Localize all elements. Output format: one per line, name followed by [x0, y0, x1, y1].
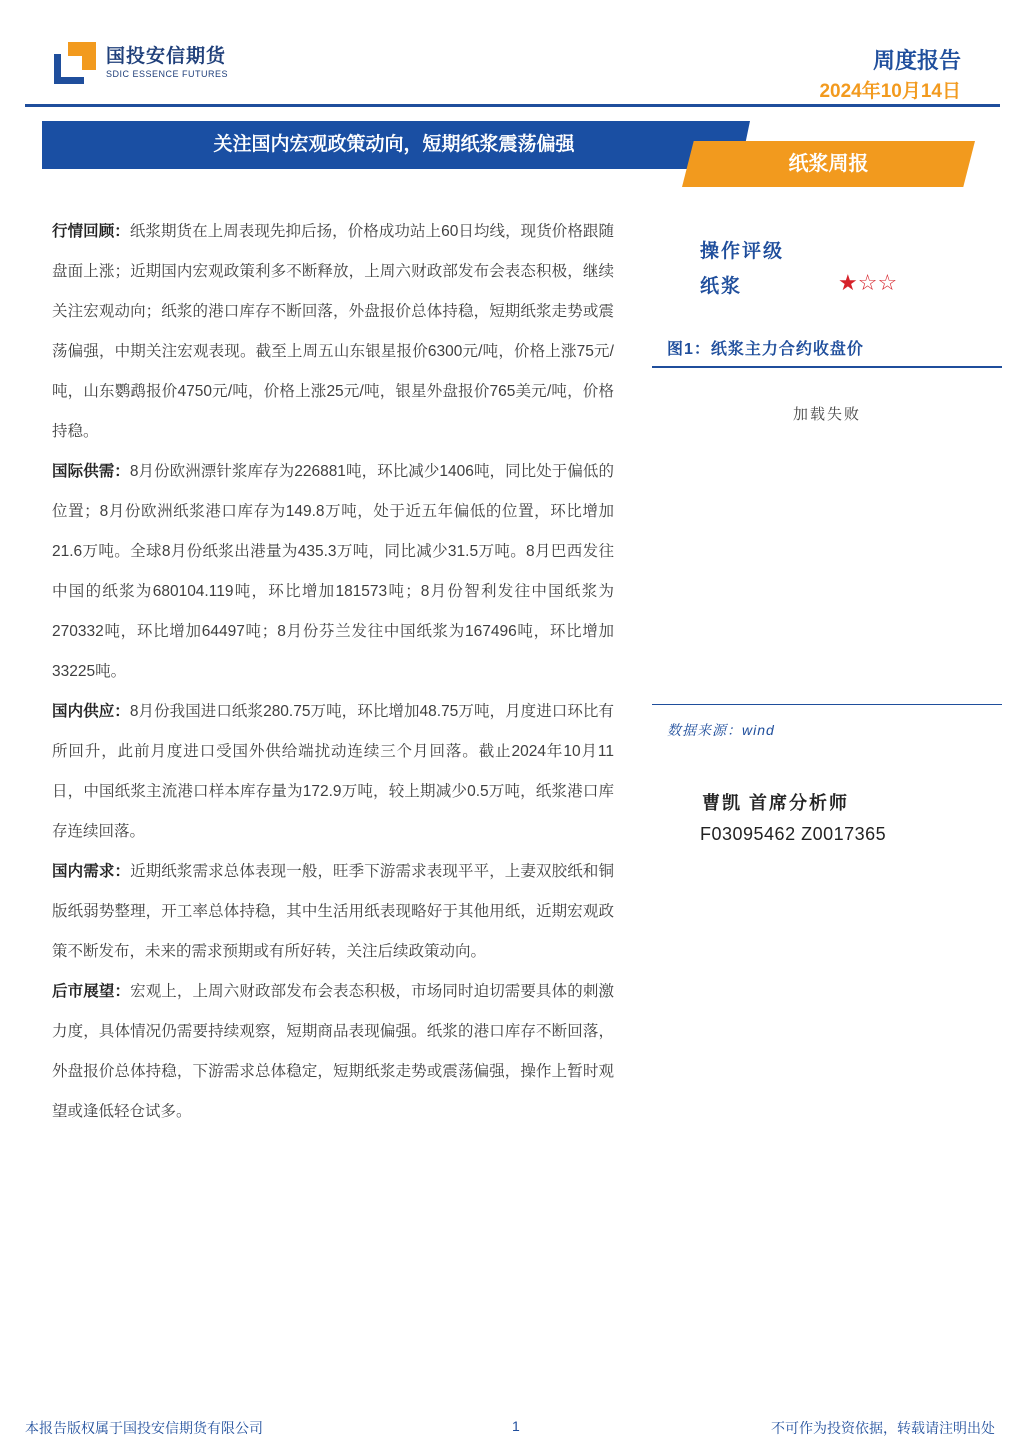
figure-load-failed: 加载失败	[792, 406, 861, 423]
company-logo	[54, 42, 228, 84]
footer-copyright: 本报告版权属于国投安信期货有限公司	[25, 1420, 263, 1436]
section-lead: 国内供应：	[52, 703, 130, 720]
section-lead: 行情回顾：	[52, 223, 130, 240]
rating-title: 操作评级	[700, 241, 785, 262]
section-domestic-demand	[52, 852, 614, 972]
section-text: 8月份我国进口纸浆280.75万吨，环比增加48.75万吨，月度进口环比有所回升，此前月度进口受国外供给端扰动连续三个月回落。截止2024年10月11日，中国纸浆主流港口样本库存量为172.9万吨，较上期减少0.5万吨，纸浆港口库存连续回落。	[52, 703, 614, 840]
logo-name-en: SDIC ESSENCE FUTURES	[106, 69, 229, 79]
logo-name-cn: 国投安信期货	[106, 46, 227, 67]
section-market-review	[52, 212, 614, 452]
section-lead: 后市展望：	[52, 983, 131, 1000]
section-lead: 国际供需：	[52, 463, 130, 480]
footer-notice: 不可作为投资依据，转载请注明出处	[771, 1420, 995, 1436]
report-type: 周度报告	[872, 48, 961, 73]
analyst-certificates: F03095462 Z0017365	[700, 824, 887, 844]
page-number: 1	[512, 1418, 520, 1434]
section-text: 近期纸浆需求总体表现一般，旺季下游需求表现平平，上妻双胶纸和铜版纸弱势整理，开工率总体持稳，其中生活用纸表现略好于其他用纸，近期宏观政策不断发布，未来的需求预期或有所好转，关注后续政策动向。	[52, 863, 614, 960]
rating-item: 纸浆	[700, 276, 743, 297]
logo-mark-icon	[54, 42, 96, 84]
section-domestic-supply	[52, 692, 614, 852]
section-outlook	[52, 972, 614, 1132]
star-empty-icon: ☆	[877, 270, 898, 295]
section-international-supply-demand	[52, 452, 614, 692]
header-divider	[25, 104, 1000, 107]
section-text: 宏观上，上周六财政部发布会表态积极，市场同时迫切需要具体的刺激力度，具体情况仍需要持续观察，短期商品表现偏强。纸浆的港口库存不断回落，外盘报价总体持稳，下游需求总体稳定，短期纸浆走势或震荡偏强，操作上暂时观望或逢低轻仓试多。	[52, 983, 614, 1120]
report-date: 2024年10月14日	[819, 81, 961, 102]
section-text: 8月份欧洲漂针浆库存为226881吨，环比减少1406吨，同比处于偏低的位置；8月份欧洲纸浆港口库存为149.8万吨，处于近五年偏低的位置，环比增加21.6万吨。全球8月份纸浆出港量为435.3万吨，同比减少31.5万吨。8月巴西发往中国的纸浆为680104.119吨，环比增加181573吨；8月份智利发往中国纸浆为270332吨，环比增加64497吨；8月份芬兰发往中国纸浆为167496吨，环比增加33225吨。	[52, 463, 614, 680]
figure-title: 图1：纸浆主力合约收盘价	[667, 341, 864, 358]
section-text: 纸浆期货在上周表现先抑后扬，价格成功站上60日均线，现货价格跟随盘面上涨；近期国内宏观政策利多不断释放，上周六财政部发布会表态积极，继续关注宏观动向；纸浆的港口库存不断回落，外盘报价总体持稳，短期纸浆走势或震荡偏强，中期关注宏观表现。截至上周五山东银星报价6300元/吨，价格上涨75元/吨，山东鹦鹉报价4750元/吨，价格上涨25元/吨，银星外盘报价765美元/吨，价格持稳。	[52, 223, 614, 440]
rating-stars	[838, 270, 897, 296]
star-filled-icon: ★	[838, 270, 858, 295]
star-empty-icon: ☆	[857, 270, 878, 295]
report-tag: 纸浆周报	[788, 153, 869, 175]
data-source: 数据来源：wind	[667, 722, 775, 738]
section-lead: 国内需求：	[52, 863, 131, 880]
report-body	[52, 212, 614, 1132]
report-title: 关注国内宏观政策动向，短期纸浆震荡偏强	[213, 134, 575, 155]
analyst-name: 曹凯 首席分析师	[702, 793, 850, 813]
figure-bottom-rule	[652, 704, 1002, 705]
